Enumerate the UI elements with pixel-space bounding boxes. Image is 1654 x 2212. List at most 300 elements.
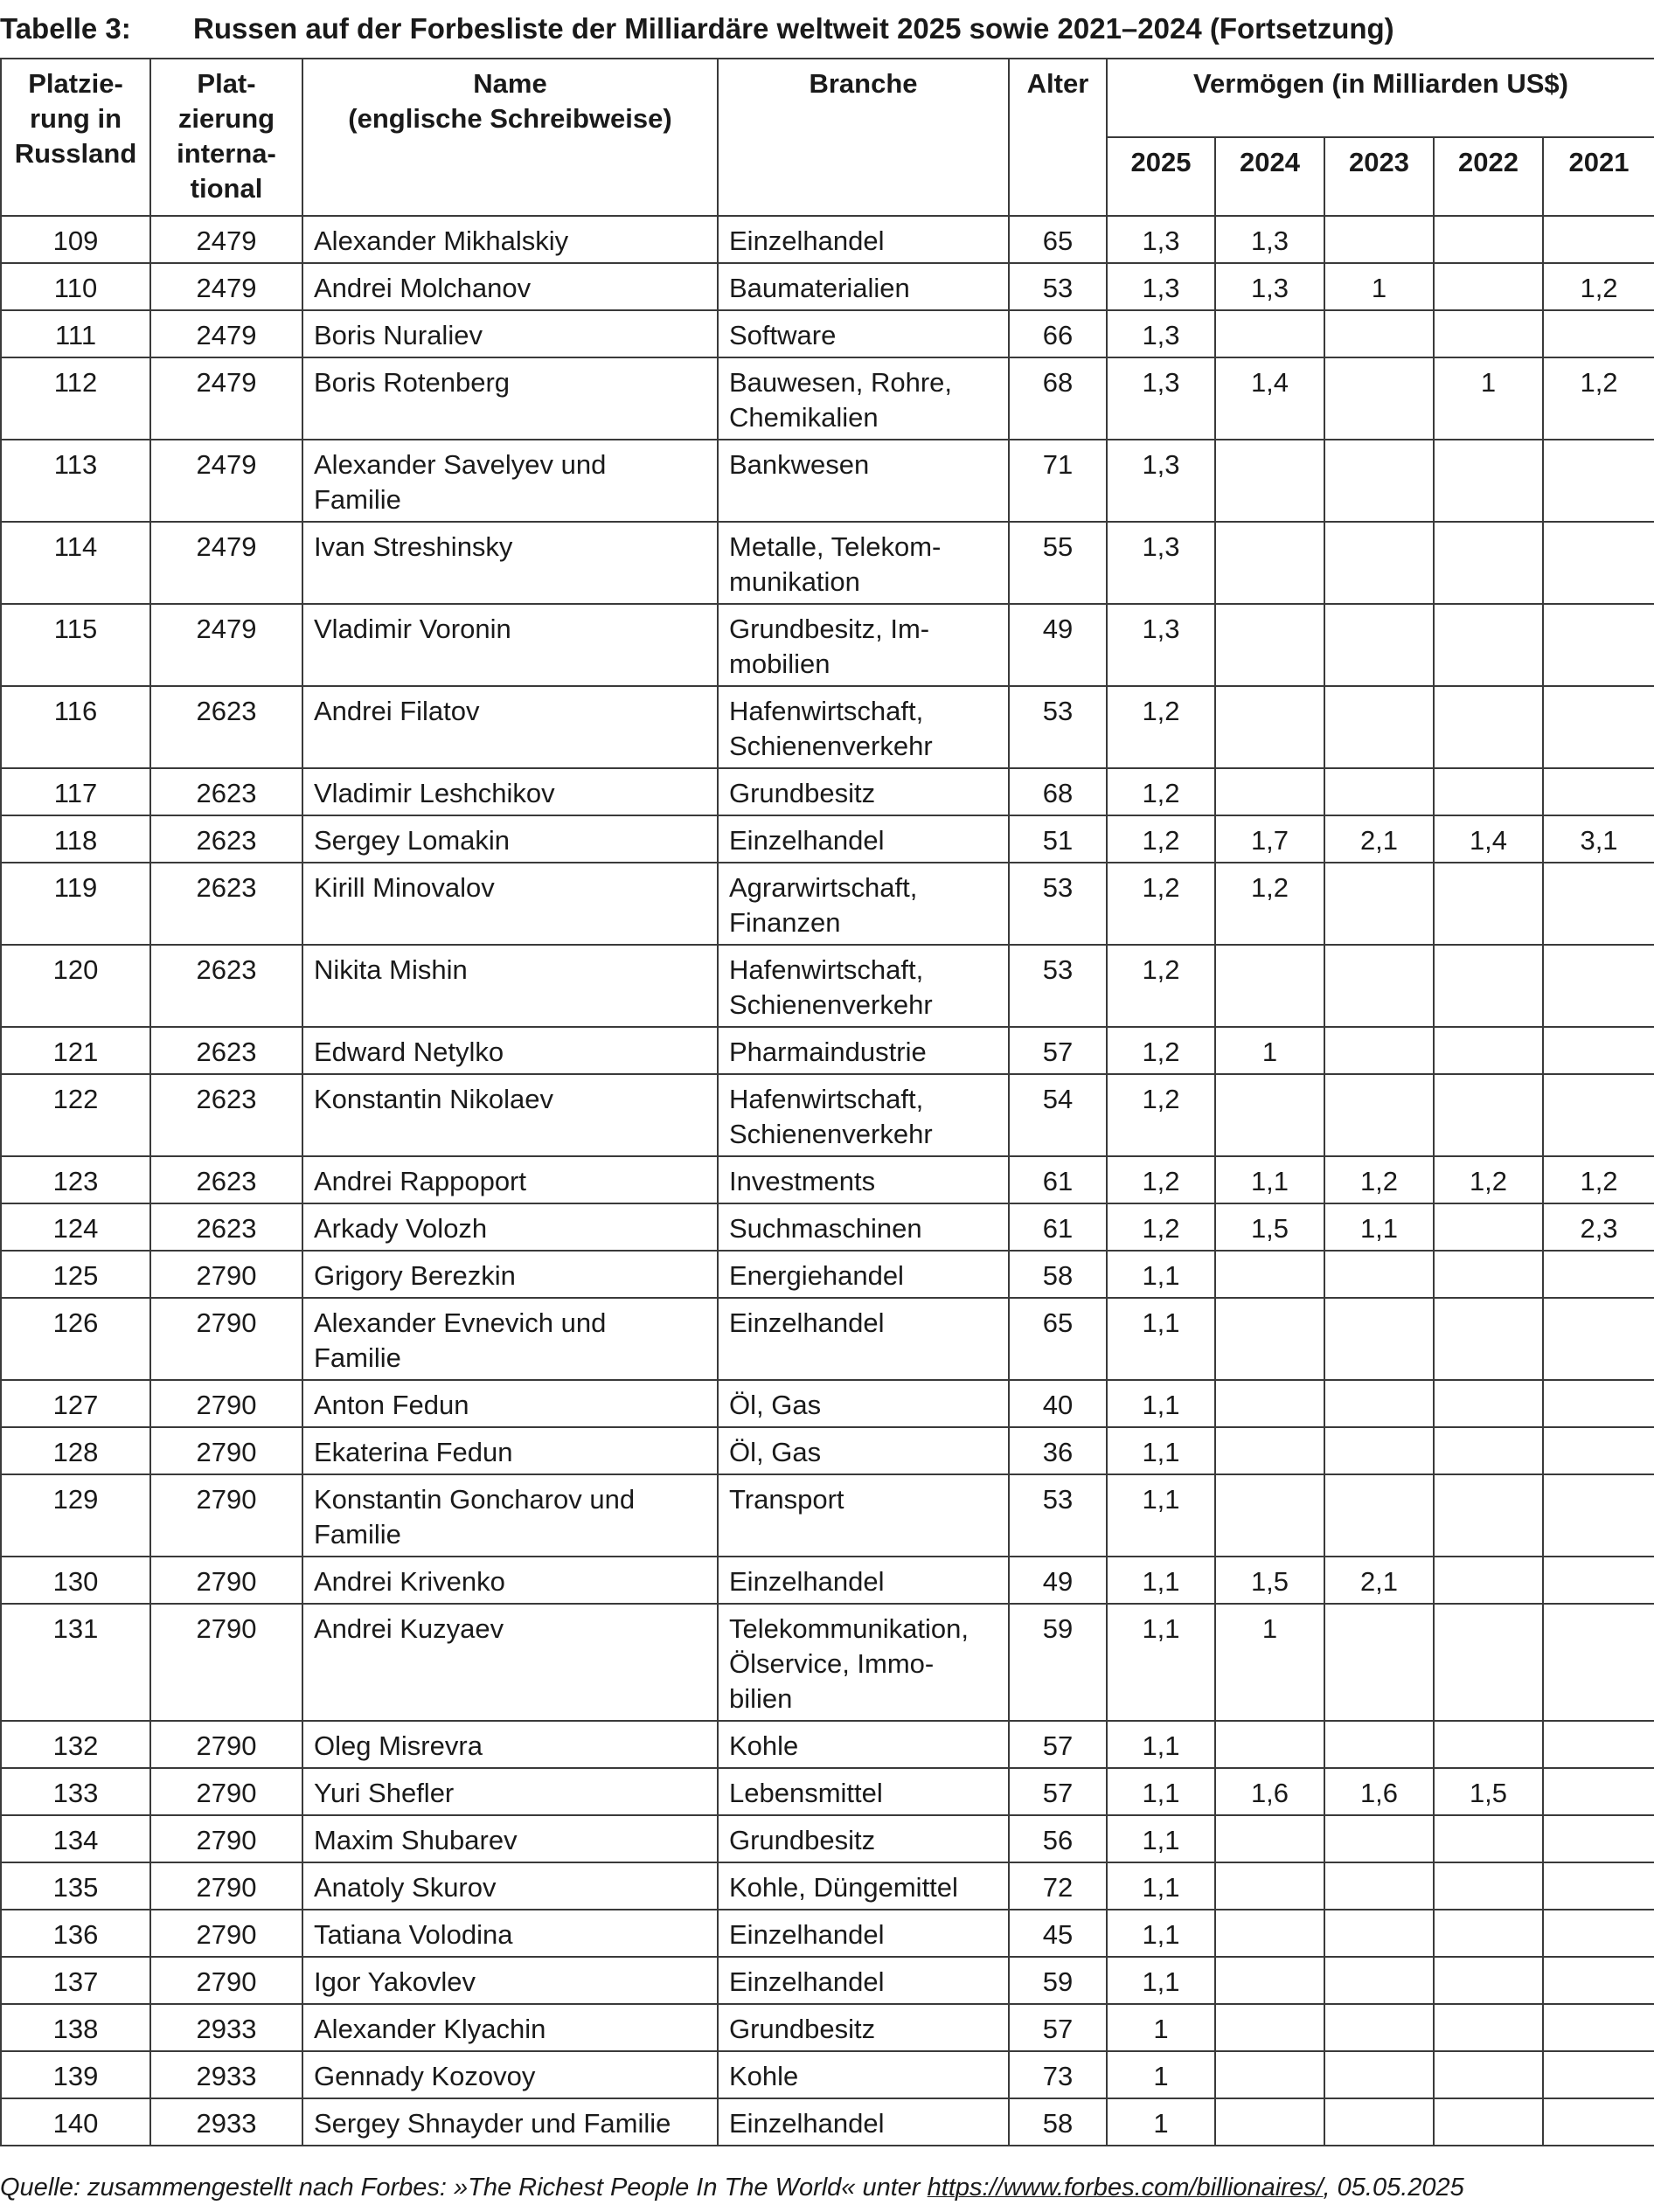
table-row	[1, 863, 1654, 945]
header-rank-intl-line: Plat-	[197, 68, 256, 99]
wealth-cell	[1434, 522, 1543, 604]
wealth-cell	[1324, 2004, 1434, 2051]
name-line: Kirill Minovalov	[314, 872, 495, 903]
wealth-cell: 1,2	[1107, 815, 1215, 863]
wealth-cell	[1434, 1815, 1543, 1862]
wealth-cell: 1,4	[1434, 815, 1543, 863]
rank-international-cell: 2933	[150, 2004, 302, 2051]
table-row	[1, 1380, 1654, 1427]
branch-line: Metalle, Telekom-	[729, 531, 942, 562]
rank-russia-cell: 114	[1, 522, 150, 604]
header-rank-russia-line: Platzie-	[28, 68, 123, 99]
wealth-cell: 1,2	[1107, 1156, 1215, 1203]
wealth-cell: 2,1	[1324, 815, 1434, 863]
rank-russia-cell: 127	[1, 1380, 150, 1427]
table-row	[1, 357, 1654, 440]
branch-cell	[718, 1074, 1009, 1156]
name-cell	[302, 2004, 718, 2051]
rank-international-cell: 2479	[150, 310, 302, 357]
wealth-cell: 1	[1324, 263, 1434, 310]
rank-russia-cell: 128	[1, 1427, 150, 1474]
wealth-cell	[1215, 1427, 1324, 1474]
wealth-cell	[1215, 2004, 1324, 2051]
rank-international-cell: 2790	[150, 1604, 302, 1721]
wealth-cell: 1,2	[1107, 1027, 1215, 1074]
name-line: Gennady Kozovoy	[314, 2061, 536, 2091]
wealth-cell: 1,7	[1215, 815, 1324, 863]
rank-international-cell: 2790	[150, 1957, 302, 2004]
wealth-cell: 1,1	[1324, 1203, 1434, 1251]
name-cell	[302, 1474, 718, 1557]
rank-russia-cell: 139	[1, 2051, 150, 2098]
table-row	[1, 1768, 1654, 1815]
rank-international-cell: 2933	[150, 2098, 302, 2146]
branch-cell	[718, 1427, 1009, 1474]
wealth-cell	[1543, 863, 1654, 945]
wealth-cell	[1324, 1474, 1434, 1557]
name-cell	[302, 1557, 718, 1604]
name-cell	[302, 1027, 718, 1074]
wealth-cell: 1,4	[1215, 357, 1324, 440]
rank-russia-cell: 135	[1, 1862, 150, 1910]
age-cell: 58	[1009, 1251, 1107, 1298]
branch-cell	[718, 1251, 1009, 1298]
branch-line: Einzelhandel	[729, 1919, 885, 1950]
wealth-cell	[1543, 1251, 1654, 1298]
branch-cell	[718, 1203, 1009, 1251]
name-line: Maxim Shubarev	[314, 1825, 518, 1855]
name-line: Familie	[314, 1342, 401, 1373]
branch-cell	[718, 440, 1009, 522]
name-line: Nikita Mishin	[314, 954, 468, 985]
branch-line: Agrarwirtschaft,	[729, 872, 918, 903]
rank-russia-cell: 137	[1, 1957, 150, 2004]
branch-line: mobilien	[729, 648, 830, 679]
rank-russia-cell: 129	[1, 1474, 150, 1557]
rank-international-cell: 2933	[150, 2051, 302, 2098]
name-cell	[302, 604, 718, 686]
rank-international-cell: 2479	[150, 604, 302, 686]
table-row	[1, 1251, 1654, 1298]
branch-line: Einzelhandel	[729, 1566, 885, 1597]
branch-line: Kohle	[729, 1730, 799, 1761]
wealth-cell	[1215, 1862, 1324, 1910]
wealth-cell	[1324, 1957, 1434, 2004]
wealth-cell	[1324, 1251, 1434, 1298]
branch-line: Ölservice, Immo-	[729, 1648, 935, 1679]
wealth-cell	[1543, 522, 1654, 604]
rank-international-cell: 2479	[150, 440, 302, 522]
header-rank-russia-line: rung in	[29, 103, 122, 134]
rank-international-cell: 2623	[150, 1156, 302, 1203]
wealth-cell	[1324, 310, 1434, 357]
wealth-cell: 1	[1434, 357, 1543, 440]
branch-line: Einzelhandel	[729, 2108, 885, 2139]
branch-cell	[718, 768, 1009, 815]
wealth-cell	[1543, 1027, 1654, 1074]
name-cell	[302, 1815, 718, 1862]
rank-russia-cell: 122	[1, 1074, 150, 1156]
table-row	[1, 1156, 1654, 1203]
table-row	[1, 604, 1654, 686]
wealth-cell: 1	[1107, 2004, 1215, 2051]
age-cell: 53	[1009, 945, 1107, 1027]
table-row	[1, 1910, 1654, 1957]
branch-line: Bankwesen	[729, 449, 870, 480]
wealth-cell: 1,1	[1107, 1380, 1215, 1427]
table-row	[1, 2004, 1654, 2051]
name-line: Andrei Krivenko	[314, 1566, 505, 1597]
name-cell	[302, 263, 718, 310]
table-caption	[0, 7, 1654, 51]
branch-cell	[718, 1557, 1009, 1604]
branch-line: Öl, Gas	[729, 1437, 822, 1467]
wealth-cell	[1324, 1604, 1434, 1721]
name-cell	[302, 1203, 718, 1251]
wealth-cell	[1215, 1251, 1324, 1298]
wealth-cell: 1,3	[1107, 357, 1215, 440]
wealth-cell: 1,6	[1324, 1768, 1434, 1815]
caption-label: Tabelle 3:	[0, 12, 131, 45]
branch-cell	[718, 2051, 1009, 2098]
wealth-cell	[1434, 863, 1543, 945]
name-cell	[302, 357, 718, 440]
branch-line: Grundbesitz, Im-	[729, 614, 930, 644]
rank-russia-cell: 116	[1, 686, 150, 768]
branch-line: Öl, Gas	[729, 1390, 822, 1420]
age-cell: 61	[1009, 1203, 1107, 1251]
rank-russia-cell: 132	[1, 1721, 150, 1768]
age-cell: 66	[1009, 310, 1107, 357]
rank-russia-cell: 123	[1, 1156, 150, 1203]
wealth-cell: 2,3	[1543, 1203, 1654, 1251]
branch-line: Investments	[729, 1166, 876, 1196]
name-line: Andrei Molchanov	[314, 273, 532, 303]
rank-international-cell: 2623	[150, 1074, 302, 1156]
rank-international-cell: 2790	[150, 1768, 302, 1815]
age-cell: 57	[1009, 2004, 1107, 2051]
name-cell	[302, 1721, 718, 1768]
age-cell: 53	[1009, 1474, 1107, 1557]
wealth-cell	[1324, 440, 1434, 522]
wealth-cell	[1324, 1862, 1434, 1910]
wealth-cell: 1,2	[1434, 1156, 1543, 1203]
branch-cell	[718, 1815, 1009, 1862]
name-cell	[302, 945, 718, 1027]
rank-russia-cell: 126	[1, 1298, 150, 1380]
age-cell: 65	[1009, 1298, 1107, 1380]
rank-russia-cell: 112	[1, 357, 150, 440]
wealth-cell	[1215, 1957, 1324, 2004]
header-rank-international	[150, 59, 302, 216]
wealth-cell	[1543, 2004, 1654, 2051]
header-branch: Branche	[718, 59, 1009, 216]
wealth-cell: 2,1	[1324, 1557, 1434, 1604]
header-rank-intl-line: interna-	[177, 138, 276, 169]
branch-line: Energiehandel	[729, 1260, 904, 1291]
branch-cell	[718, 1721, 1009, 1768]
wealth-cell	[1434, 1862, 1543, 1910]
age-cell: 68	[1009, 768, 1107, 815]
wealth-cell: 1,2	[1543, 357, 1654, 440]
name-cell	[302, 1427, 718, 1474]
wealth-cell	[1434, 2004, 1543, 2051]
branch-line: Schienenverkehr	[729, 1119, 933, 1149]
rank-international-cell: 2790	[150, 1251, 302, 1298]
wealth-cell	[1434, 1251, 1543, 1298]
wealth-cell: 1,3	[1215, 216, 1324, 263]
name-cell	[302, 863, 718, 945]
wealth-cell	[1324, 1298, 1434, 1380]
name-line: Andrei Filatov	[314, 696, 480, 726]
table-row	[1, 945, 1654, 1027]
name-line: Oleg Misrevra	[314, 1730, 483, 1761]
wealth-cell	[1215, 1721, 1324, 1768]
branch-cell	[718, 1027, 1009, 1074]
branch-line: Suchmaschinen	[729, 1213, 922, 1244]
header-name	[302, 59, 718, 216]
branch-cell	[718, 686, 1009, 768]
wealth-cell: 1,2	[1324, 1156, 1434, 1203]
branch-line: Grundbesitz	[729, 1825, 876, 1855]
rank-russia-cell: 134	[1, 1815, 150, 1862]
wealth-cell	[1434, 1298, 1543, 1380]
branch-cell	[718, 1474, 1009, 1557]
rank-russia-cell: 130	[1, 1557, 150, 1604]
wealth-cell	[1543, 1074, 1654, 1156]
table-row	[1, 310, 1654, 357]
name-line: Alexander Mikhalskiy	[314, 225, 569, 256]
rank-international-cell: 2479	[150, 216, 302, 263]
wealth-cell	[1434, 1427, 1543, 1474]
name-line: Familie	[314, 1519, 401, 1550]
header-name-line: Name	[473, 68, 547, 99]
wealth-cell	[1324, 945, 1434, 1027]
wealth-cell: 1,3	[1107, 440, 1215, 522]
wealth-cell: 1,2	[1107, 1074, 1215, 1156]
wealth-cell: 1,2	[1543, 1156, 1654, 1203]
name-cell	[302, 2098, 718, 2146]
wealth-cell	[1434, 1721, 1543, 1768]
name-line: Alexander Klyachin	[314, 2014, 546, 2044]
wealth-cell	[1434, 1027, 1543, 1074]
wealth-cell	[1324, 686, 1434, 768]
wealth-cell	[1543, 1815, 1654, 1862]
branch-cell	[718, 1910, 1009, 1957]
branch-cell	[718, 263, 1009, 310]
branch-cell	[718, 522, 1009, 604]
wealth-cell	[1434, 768, 1543, 815]
age-cell: 45	[1009, 1910, 1107, 1957]
wealth-cell: 1,6	[1215, 1768, 1324, 1815]
rank-russia-cell: 133	[1, 1768, 150, 1815]
wealth-cell	[1434, 263, 1543, 310]
wealth-cell	[1434, 604, 1543, 686]
wealth-cell	[1543, 2051, 1654, 2098]
table-row	[1, 216, 1654, 263]
wealth-cell	[1434, 686, 1543, 768]
branch-line: munikation	[729, 566, 860, 597]
wealth-cell	[1543, 1427, 1654, 1474]
branch-cell	[718, 1862, 1009, 1910]
wealth-cell	[1543, 1957, 1654, 2004]
caption-title: Russen auf der Forbesliste der Milliardäre weltweit 2025 sowie 2021–2024 (Fortsetzung)	[193, 12, 1394, 45]
wealth-cell: 1,1	[1107, 1557, 1215, 1604]
rank-russia-cell: 120	[1, 945, 150, 1027]
rank-international-cell: 2790	[150, 1862, 302, 1910]
wealth-cell	[1543, 1298, 1654, 1380]
table-row	[1, 1298, 1654, 1380]
table-row	[1, 1815, 1654, 1862]
age-cell: 53	[1009, 263, 1107, 310]
rank-russia-cell: 113	[1, 440, 150, 522]
wealth-cell	[1324, 1074, 1434, 1156]
age-cell: 61	[1009, 1156, 1107, 1203]
wealth-cell	[1434, 945, 1543, 1027]
table-row	[1, 686, 1654, 768]
wealth-cell	[1543, 686, 1654, 768]
table-row	[1, 2098, 1654, 2146]
wealth-cell	[1434, 1957, 1543, 2004]
wealth-cell: 1	[1215, 1027, 1324, 1074]
wealth-cell: 1,2	[1543, 263, 1654, 310]
wealth-cell	[1434, 216, 1543, 263]
wealth-cell	[1543, 1910, 1654, 1957]
table-row	[1, 1474, 1654, 1557]
wealth-cell	[1215, 1474, 1324, 1557]
branch-line: Telekommunikation,	[729, 1613, 969, 1644]
table-row	[1, 1203, 1654, 1251]
source-link[interactable]: https://www.forbes.com/billionaires/	[927, 2174, 1324, 2202]
name-cell	[302, 522, 718, 604]
branch-cell	[718, 1957, 1009, 2004]
branch-cell	[718, 1380, 1009, 1427]
wealth-cell	[1215, 1815, 1324, 1862]
name-line: Edward Netylko	[314, 1037, 504, 1067]
branch-line: Bauwesen, Rohre,	[729, 367, 953, 398]
branch-line: Einzelhandel	[729, 1966, 885, 1997]
name-line: Andrei Kuzyaev	[314, 1613, 504, 1644]
name-cell	[302, 216, 718, 263]
header-rank-russia	[1, 59, 150, 216]
source-suffix: , 05.05.2025	[1323, 2174, 1464, 2202]
name-cell	[302, 1862, 718, 1910]
wealth-cell	[1543, 604, 1654, 686]
branch-line: Finanzen	[729, 907, 841, 938]
wealth-cell	[1324, 1721, 1434, 1768]
branch-cell	[718, 357, 1009, 440]
name-line: Konstantin Nikolaev	[314, 1084, 553, 1114]
rank-russia-cell: 118	[1, 815, 150, 863]
header-year: 2024	[1215, 137, 1324, 216]
table-row	[1, 815, 1654, 863]
wealth-cell	[1543, 768, 1654, 815]
rank-russia-cell: 124	[1, 1203, 150, 1251]
wealth-cell	[1215, 768, 1324, 815]
rank-international-cell: 2479	[150, 263, 302, 310]
branch-line: Hafenwirtschaft,	[729, 954, 924, 985]
rank-russia-cell: 119	[1, 863, 150, 945]
header-rank-intl-line: tional	[190, 173, 263, 204]
wealth-cell: 1,1	[1107, 1957, 1215, 2004]
wealth-cell	[1324, 1815, 1434, 1862]
wealth-cell	[1324, 357, 1434, 440]
wealth-cell	[1543, 945, 1654, 1027]
branch-cell	[718, 863, 1009, 945]
name-cell	[302, 768, 718, 815]
wealth-cell: 1,1	[1107, 1427, 1215, 1474]
age-cell: 40	[1009, 1380, 1107, 1427]
wealth-cell	[1324, 1380, 1434, 1427]
table-row	[1, 768, 1654, 815]
wealth-cell: 1,1	[1215, 1156, 1324, 1203]
branch-cell	[718, 945, 1009, 1027]
wealth-cell	[1543, 1380, 1654, 1427]
wealth-cell: 1	[1107, 2098, 1215, 2146]
wealth-cell	[1543, 216, 1654, 263]
source-prefix: Quelle: zusammengestellt nach Forbes: »The Richest People In The World« unter	[0, 2174, 928, 2202]
wealth-cell	[1543, 1557, 1654, 1604]
wealth-cell	[1324, 768, 1434, 815]
age-cell: 57	[1009, 1027, 1107, 1074]
rank-international-cell: 2790	[150, 1380, 302, 1427]
rank-international-cell: 2790	[150, 1427, 302, 1474]
header-year: 2021	[1543, 137, 1654, 216]
name-line: Boris Nuraliev	[314, 320, 483, 350]
wealth-cell	[1215, 1910, 1324, 1957]
name-cell	[302, 1156, 718, 1203]
name-cell	[302, 440, 718, 522]
name-cell	[302, 686, 718, 768]
wealth-cell: 1,1	[1107, 1251, 1215, 1298]
wealth-cell	[1434, 2098, 1543, 2146]
rank-russia-cell: 131	[1, 1604, 150, 1721]
source-note	[0, 2170, 1654, 2205]
name-line: Anatoly Skurov	[314, 1872, 497, 1903]
name-line: Vladimir Leshchikov	[314, 778, 555, 808]
wealth-cell: 1,3	[1107, 604, 1215, 686]
table-row	[1, 1027, 1654, 1074]
rank-international-cell: 2623	[150, 863, 302, 945]
rank-international-cell: 2623	[150, 815, 302, 863]
name-line: Konstantin Goncharov und	[314, 1484, 636, 1515]
wealth-cell	[1215, 2051, 1324, 2098]
rank-international-cell: 2479	[150, 522, 302, 604]
wealth-cell	[1324, 1427, 1434, 1474]
wealth-cell	[1215, 686, 1324, 768]
wealth-cell	[1215, 1298, 1324, 1380]
branch-cell	[718, 216, 1009, 263]
table-row	[1, 1074, 1654, 1156]
wealth-cell	[1215, 522, 1324, 604]
name-line: Ekaterina Fedun	[314, 1437, 513, 1467]
rank-international-cell: 2790	[150, 1557, 302, 1604]
wealth-cell: 1,1	[1107, 1298, 1215, 1380]
wealth-cell	[1543, 440, 1654, 522]
name-line: Sergey Lomakin	[314, 825, 511, 856]
wealth-cell	[1324, 522, 1434, 604]
name-line: Arkady Volozh	[314, 1213, 488, 1244]
wealth-cell	[1434, 1203, 1543, 1251]
wealth-cell: 1,2	[1107, 1203, 1215, 1251]
wealth-cell	[1434, 1557, 1543, 1604]
age-cell: 54	[1009, 1074, 1107, 1156]
wealth-cell: 1,2	[1215, 863, 1324, 945]
rank-russia-cell: 109	[1, 216, 150, 263]
table-row	[1, 1604, 1654, 1721]
wealth-cell	[1434, 2051, 1543, 2098]
age-cell: 59	[1009, 1957, 1107, 2004]
